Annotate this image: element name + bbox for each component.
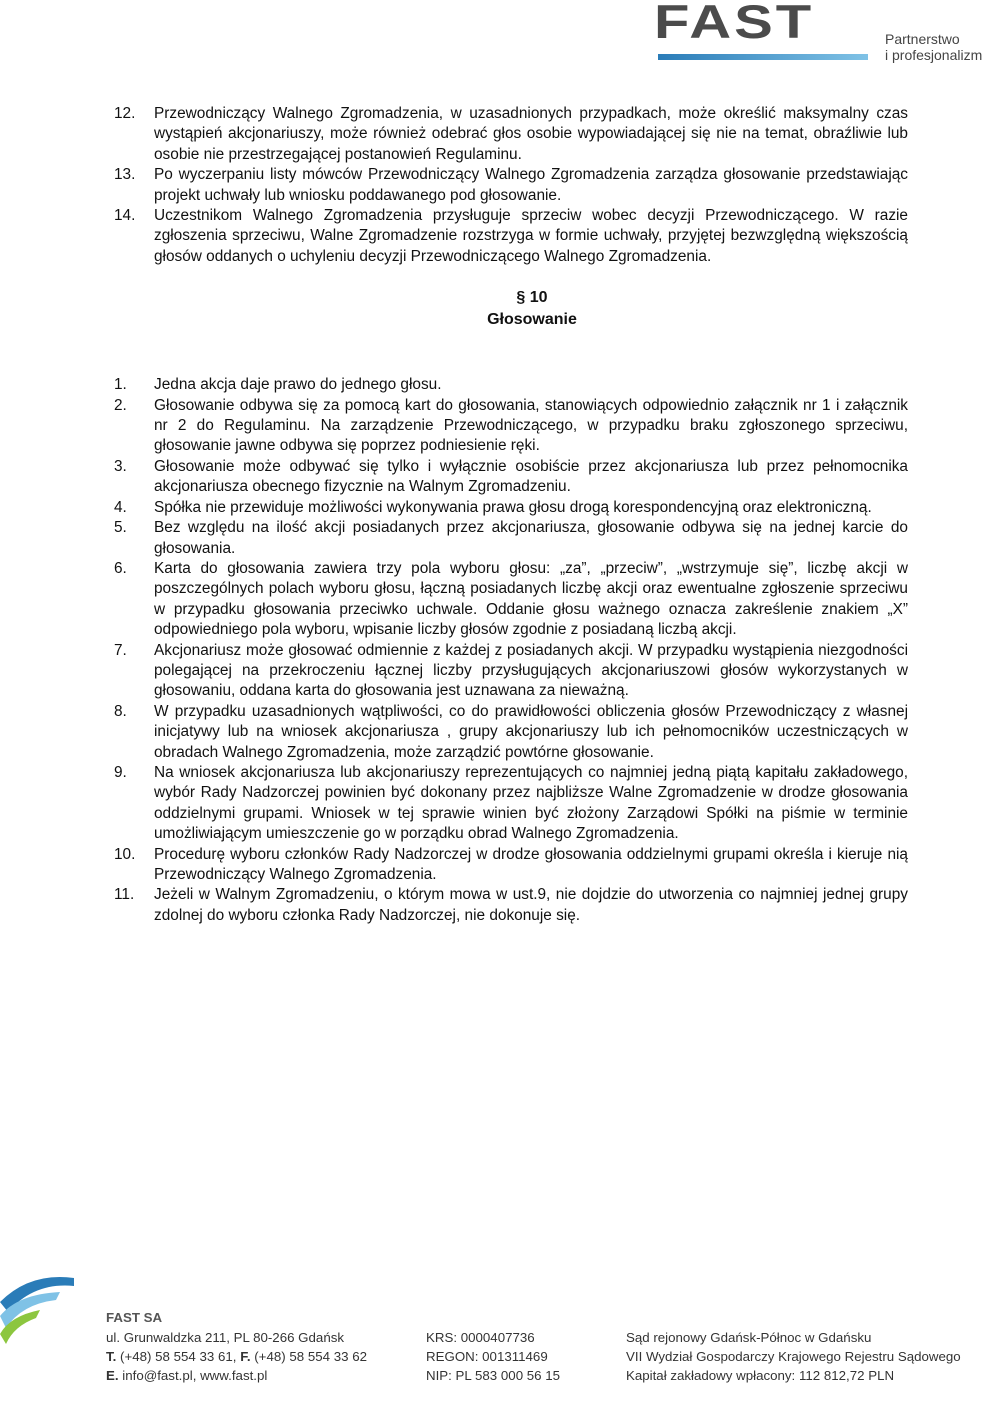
list-item (0, 702, 960, 763)
item-text: Na wniosek akcjonariusza lub akcjonariuszy reprezentujących co najmniej jedną piątą kapitału zakładowego, wybór Rady Nadzorczej powinien być dokonany przez najbliższe Walne Zgromadzenie w drodze głosowania oddzielnymi grupami. Wniosek w tej sprawie winien być złożony Zarządowi Spółki na piśmie w terminie umożliwiającym umieszczenie go w porządku obrad Walnego Zgromadzenia. (154, 763, 908, 843)
footer-phones (106, 1347, 426, 1366)
footer-regon: REGON: 001311469 (426, 1349, 548, 1364)
item-number: 13. (114, 166, 136, 184)
item-text: Głosowanie może odbywać się tylko i wyłącznie osobiście przez akcjonariusza lub przez pełnomocnika akcjonariusza obecnego fizycznie na Walnym Zgromadzeniu. (154, 457, 908, 496)
item-number: 14. (114, 207, 136, 225)
item-text: Akcjonariusz może głosować odmiennie z każdej z posiadanych akcji. W przypadku wystąpienia niezgodności polegającej na przekroczeniu łącznej liczby przysługujących akcjonariuszowi głosów wykorzystanych w głosowaniu, oddana karta do głosowania jest uznawana za nieważną. (154, 641, 908, 700)
fast-logo (640, 0, 982, 78)
footer-company-name: FAST SA (106, 1310, 163, 1325)
footer-court-2: VII Wydział Gospodarczy Krajowego Rejestru Sądowego (626, 1349, 961, 1364)
footer-court-1: Sąd rejonowy Gdańsk-Północ w Gdańsku (626, 1330, 872, 1345)
item-text: Uczestnikom Walnego Zgromadzenia przysługuje sprzeciw wobec decyzji Przewodniczącego. W razie zgłoszenia sprzeciwu, Walne Zgromadzenie rozstrzyga w formie uchwały, przyjętej bezwzględną większością głosów oddanych o uchyleniu decyzji Przewodniczącego Walnego Zgromadzenia. (154, 207, 908, 265)
page-footer (106, 1308, 960, 1385)
item-text: Przewodniczący Walnego Zgromadzenia, w uzasadnionych przypadkach, może określić maksymalny czas wystąpień akcjonariuszy, może również odebrać głos osobie wypowiadającej się nie na temat, obraźliwie lub osobie nie przestrzegającej postanowień Regulaminu. (154, 105, 908, 163)
item-text: W przypadku uzasadnionych wątpliwości, co do prawidłowości obliczenia głosów Przewodniczący z własnej inicjatywy lub na wniosek akcjonariusza , grupy akcjonariuszy lub ich pełnomocników uczestniczących w obradach Walnego Zgromadzenia, może zarządzić powtórne głosowanie. (154, 702, 908, 761)
footer-nip: NIP: PL 583 000 56 15 (426, 1368, 561, 1383)
logo-underline (658, 54, 868, 60)
footer-contact-column (106, 1328, 426, 1385)
item-number: 12. (114, 105, 136, 122)
item-text: Po wyczerpaniu listy mówców Przewodniczący Walnego Zgromadzenia zarządza głosowanie przedstawiając projekt uchwały lub wniosku poddawanego pod głosowanie. (154, 166, 908, 204)
list-item (0, 498, 960, 518)
item-text: Bez względu na ilość akcji posiadanych przez akcjonariusza, głosowanie odbywa się na jednej karcie do głosowania. (154, 519, 908, 557)
footer-court-column (626, 1328, 960, 1385)
item-text: Jedna akcja daje prawo do jednego głosu. (154, 376, 442, 394)
footer-krs: KRS: 0000407736 (426, 1330, 535, 1345)
logo-tagline (885, 31, 982, 63)
logo-tagline-line-1: Partnerstwo (885, 31, 960, 47)
list-item (0, 375, 960, 395)
list-item (0, 559, 960, 641)
item-number: 7. (114, 641, 127, 659)
item-text: Spółka nie przewiduje możliwości wykonywania prawa głosu drogą korespondencyjną oraz elektroniczną. (154, 498, 872, 516)
item-text: Karta do głosowania zawiera trzy pola wyboru głosu: „za”, „przeciw”, „wstrzymuje się”, liczbę akcji w poszczególnych polach wyboru głosu, łączną posiadanych liczbę akcji oraz ewentualne zgłoszenie sprzeciwu w przypadku głosowania przeciwko uchwale. Oddanie głosu ważnego oznacza zakreślenie znakiem „X” odpowiedniego pola wyboru, wpisanie liczby głosów zgodnie z posiadaną liczbą akcji. (154, 559, 908, 639)
footer-registry-column (426, 1328, 626, 1385)
fax-number: (+48) 58 554 33 62 (254, 1349, 367, 1364)
phone-label: T. (106, 1349, 117, 1364)
item-text: Procedurę wyboru członków Rady Nadzorczej w drodze głosowania oddzielnymi grupami określa i kieruje nią Przewodniczący Walnego Zgromadzenia. (154, 845, 908, 883)
list-item (0, 885, 960, 926)
item-text: Jeżeli w Walnym Zgromadzeniu, o którym mowa w ust.9, nie dojdzie do utworzenia co najmniej jednej grupy zdolnej do wyboru członka Rady Nadzorczej, nie dokonuje się. (154, 886, 908, 924)
list-item (0, 763, 960, 845)
item-number: 8. (114, 702, 127, 720)
footer-accent-graphic (0, 1272, 80, 1382)
email-web[interactable]: info@fast.pl, www.fast.pl (122, 1368, 268, 1383)
list-item (0, 206, 960, 267)
document-body (0, 104, 960, 926)
footer-email-line (106, 1366, 426, 1385)
item-number: 6. (114, 559, 127, 577)
list-item (0, 457, 960, 498)
email-label: E. (106, 1368, 119, 1383)
list-item (0, 518, 960, 559)
list-item (0, 104, 960, 165)
list-item (0, 641, 960, 702)
item-number: 3. (114, 457, 127, 475)
list-item (0, 845, 960, 886)
footer-capital: Kapitał zakładowy wpłacony: 112 812,72 PLN (626, 1368, 895, 1383)
fax-label: F. (240, 1349, 251, 1364)
item-number: 11. (114, 886, 135, 904)
item-text: Głosowanie odbywa się za pomocą kart do głosowania, stanowiących odpowiednio załącznik nr 1 i załącznik nr 2 do Regulaminu. Na zarządzenie Przewodniczącego, w przypadku braku zgłoszonego sprzeciwu, głosowanie jawne odbywa się poprzez podniesienie ręki. (154, 396, 908, 455)
item-number: 5. (114, 519, 127, 537)
footer-address: ul. Grunwaldzka 211, PL 80-266 Gdańsk (106, 1330, 345, 1345)
logo-wordmark: FAST (654, 0, 815, 49)
item-number: 1. (114, 376, 127, 394)
item-number: 9. (114, 763, 127, 781)
section-title: Głosowanie (487, 311, 577, 329)
item-number: 2. (114, 396, 127, 414)
item-number: 10. (114, 845, 136, 863)
list-item (0, 396, 960, 457)
list-item (0, 165, 960, 206)
item-number: 4. (114, 498, 127, 516)
section-number: § 10 (516, 289, 548, 307)
logo-tagline-line-2: i profesjonalizm (885, 47, 982, 63)
phone-number: (+48) 58 554 33 61, (120, 1349, 237, 1364)
